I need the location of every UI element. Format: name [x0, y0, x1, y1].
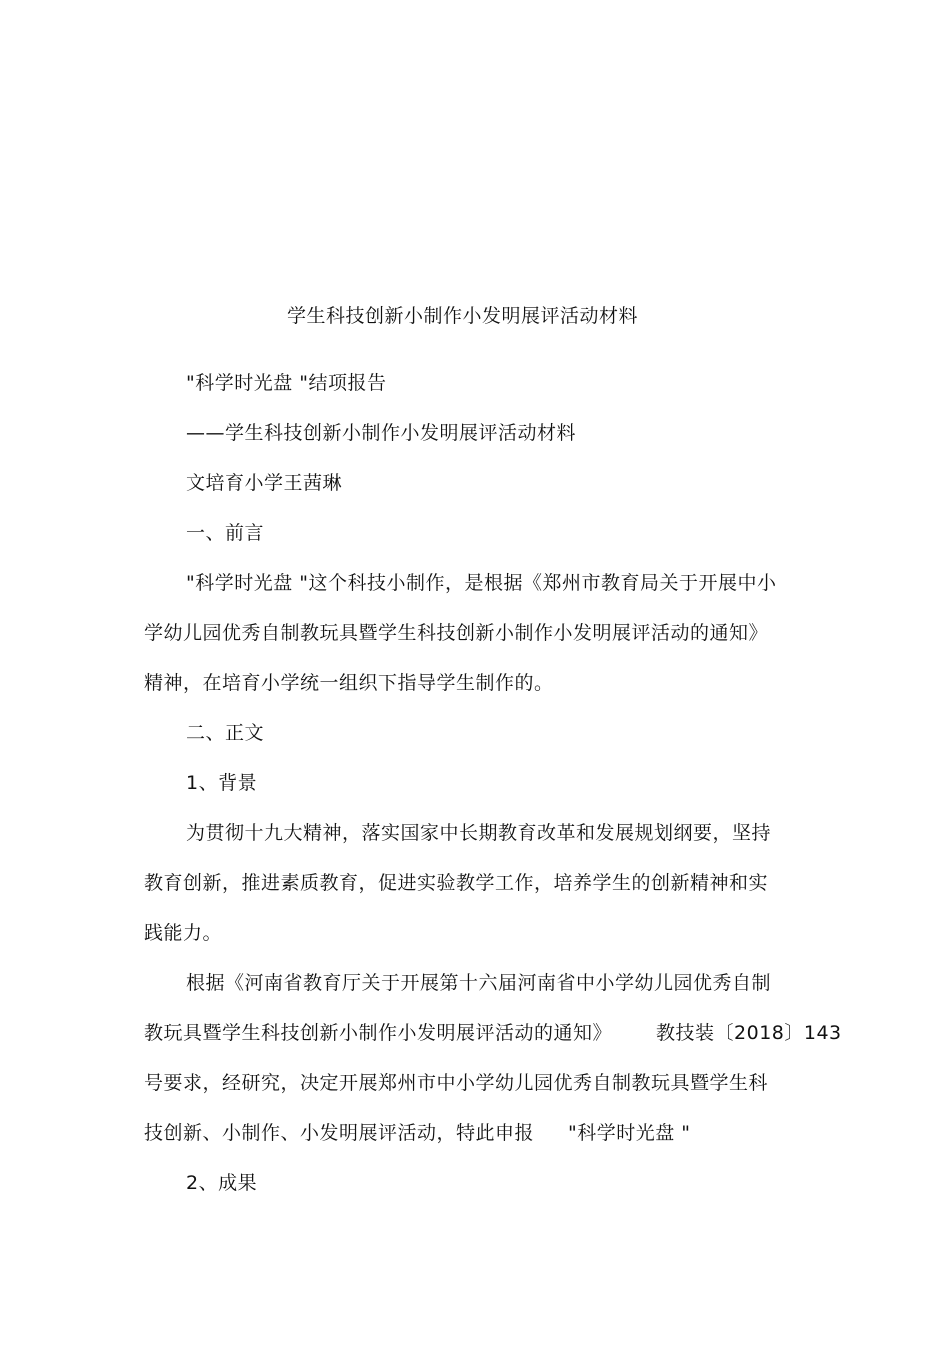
background-p1-line-1: 为贯彻十九大精神，落实国家中长期教育改革和发展规划纲要，坚持 — [186, 822, 772, 844]
background-p2-line-4 — [144, 1121, 691, 1145]
preface-line-3: 精神，在培育小学统一组织下指导学生制作的。 — [144, 672, 554, 694]
background-p1-line-3: 践能力。 — [144, 922, 223, 944]
section1-heading: 一、前言 — [186, 522, 265, 544]
background-p1-line-2: 教育创新，推进素质教育，促进实验教学工作，培养学生的创新精神和实 — [144, 872, 769, 894]
section2-heading: 二、正文 — [186, 722, 265, 744]
document-title: 学生科技创新小制作小发明展评活动材料 — [287, 305, 639, 327]
sub1-heading: 1、背景 — [186, 772, 258, 794]
background-p2-line-2-text: 教玩具暨学生科技创新小制作小发明展评活动的通知》 — [144, 1022, 613, 1044]
project-name: "科学时光盘 " — [568, 1122, 691, 1144]
document-subtitle: ——学生科技创新小制作小发明展评活动材料 — [186, 422, 577, 444]
author-line: 文培育小学王茜琳 — [186, 472, 343, 494]
preface-line-1: "科学时光盘 "这个科技小制作，是根据《郑州市教育局关于开展中小 — [186, 572, 777, 594]
background-p2-line-4-text: 技创新、小制作、小发明展评活动，特此申报 — [144, 1122, 535, 1144]
sub2-heading: 2、成果 — [186, 1172, 258, 1194]
background-p2-line-2 — [144, 1021, 842, 1045]
report-name: "科学时光盘 "结项报告 — [186, 372, 387, 394]
background-p2-line-3: 号要求，经研究，决定开展郑州市中小学幼儿园优秀自制教玩具暨学生科 — [144, 1072, 769, 1094]
background-p2-line-1: 根据《河南省教育厅关于开展第十六届河南省中小学幼儿园优秀自制 — [186, 972, 772, 994]
document-number: 教技装〔2018〕143 — [656, 1022, 842, 1044]
preface-line-2: 学幼儿园优秀自制教玩具暨学生科技创新小制作小发明展评活动的通知》 — [144, 622, 769, 644]
